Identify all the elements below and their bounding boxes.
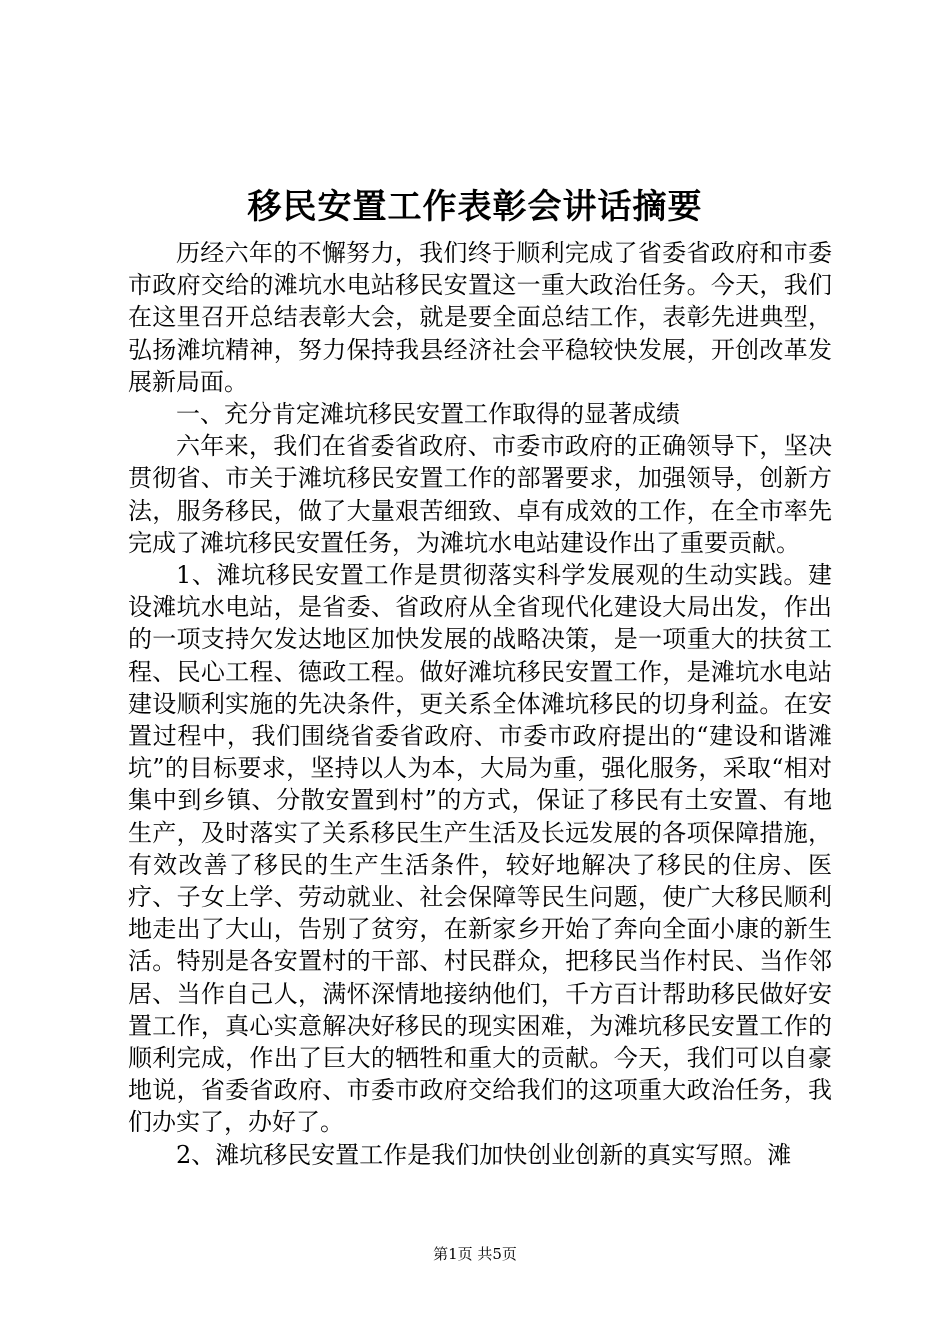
page-number-footer: 第1页 共5页 (433, 1245, 517, 1263)
paragraph-summary: 六年来，我们在省委省政府、市委市政府的正确领导下，坚决贯彻省、市关于滩坑移民安置工作的部署要求，加强领导，创新方法，服务移民，做了大量艰苦细致、卓有成效的工作，在全市率先完成了滩坑移民安置任务，为滩坑水电站建设作出了重要贡献。 (128, 432, 832, 557)
section-heading-1: 一、充分肯定滩坑移民安置工作取得的显著成绩 (176, 400, 680, 429)
document-title: 移民安置工作表彰会讲话摘要 (247, 187, 703, 227)
document-body (128, 237, 832, 1171)
paragraph-point-1: 1、滩坑移民安置工作是贯彻落实科学发展观的生动实践。建设滩坑水电站，是省委、省政府从全省现代化建设大局出发，作出的一项支持欠发达地区加快发展的战略决策，是一项重大的扶贫工程、民心工程、德政工程。做好滩坑移民安置工作，是滩坑水电站建设顺利实施的先决条件，更关系全体滩坑移民的切身利益。在安置过程中，我们围绕省委省政府、市委市政府提出的“建设和谐滩坑”的目标要求，坚持以人为本，大局为重，强化服务，采取“相对集中到乡镇、分散安置到村”的方式，保证了移民有土安置、有地生产，及时落实了关系移民生产生活及长远发展的各项保障措施，有效改善了移民的生产生活条件，较好地解决了移民的住房、医疗、子女上学、劳动就业、社会保障等民生问题，使广大移民顺利地走出了大山，告别了贫穷，在新家乡开始了奔向全面小康的新生活。特别是各安置村的干部、村民群众，把移民当作村民、当作邻居、当作自己人，满怀深情地接纳他们，千方百计帮助移民做好安置工作，真心实意解决好移民的现实困难，为滩坑移民安置工作的顺利完成，作出了巨大的牺牲和重大的贡献。今天，我们可以自豪地说，省委省政府、市委市政府交给我们的这项重大政治任务，我们办实了，办好了。 (128, 561, 832, 1137)
paragraph-intro: 历经六年的不懈努力，我们终于顺利完成了省委省政府和市委市政府交给的滩坑水电站移民安置这一重大政治任务。今天，我们在这里召开总结表彰大会，就是要全面总结工作，表彰先进典型，弘扬滩坑精神，努力保持我县经济社会平稳较快发展，开创改革发展新局面。 (128, 239, 832, 396)
paragraph-point-2: 2、滩坑移民安置工作是我们加快创业创新的真实写照。滩 (176, 1140, 792, 1169)
